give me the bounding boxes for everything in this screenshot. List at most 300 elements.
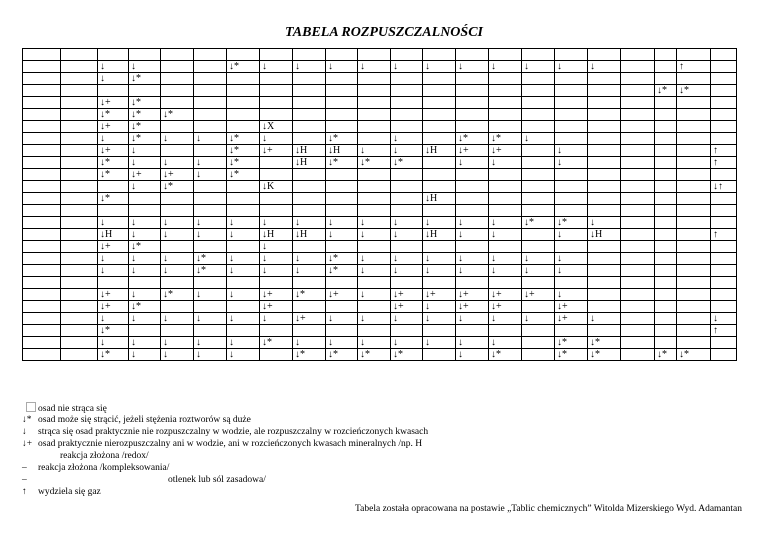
table-cell — [23, 265, 61, 277]
table-cell: ↓ — [129, 289, 161, 301]
table-cell — [358, 85, 391, 97]
table-cell — [23, 325, 61, 337]
table-cell: ↓* — [326, 253, 358, 265]
table-cell — [423, 49, 456, 61]
table-cell — [61, 217, 98, 229]
table-cell — [621, 169, 655, 181]
table-cell — [522, 109, 555, 121]
table-cell: ↓ — [358, 229, 391, 241]
table-cell — [555, 181, 588, 193]
table-cell — [391, 85, 423, 97]
table-cell — [358, 133, 391, 145]
table-cell — [98, 181, 129, 193]
table-cell — [621, 49, 655, 61]
table-cell: ↓ — [98, 73, 129, 85]
table-cell: ↓ — [326, 217, 358, 229]
table-cell: ↓* — [655, 349, 677, 361]
table-cell: ↓ — [391, 145, 423, 157]
table-row — [23, 241, 737, 253]
table-cell — [260, 49, 293, 61]
table-cell: ↓* — [227, 133, 260, 145]
table-cell — [677, 193, 711, 205]
table-cell: ↓* — [98, 109, 129, 121]
table-cell: ↓ — [489, 313, 522, 325]
table-cell — [621, 97, 655, 109]
table-cell: ↓+ — [98, 289, 129, 301]
table-cell — [391, 241, 423, 253]
table-cell — [621, 229, 655, 241]
table-cell — [227, 241, 260, 253]
table-cell — [61, 241, 98, 253]
table-cell — [23, 277, 61, 289]
table-cell — [711, 193, 737, 205]
table-cell — [655, 133, 677, 145]
table-cell — [655, 145, 677, 157]
table-cell: ↓ — [194, 289, 227, 301]
table-cell: ↓ — [358, 289, 391, 301]
table-cell: ↓ — [391, 253, 423, 265]
table-cell — [588, 265, 621, 277]
table-cell: ↓+ — [260, 289, 293, 301]
table-cell: ↓+ — [489, 301, 522, 313]
table-cell: ↓ — [194, 229, 227, 241]
table-cell — [456, 121, 489, 133]
table-cell: ↓* — [161, 181, 194, 193]
table-cell — [489, 97, 522, 109]
table-cell — [588, 181, 621, 193]
table-cell — [326, 181, 358, 193]
table-cell — [621, 253, 655, 265]
table-cell — [391, 205, 423, 217]
table-row — [23, 49, 737, 61]
table-cell: ↓ — [391, 265, 423, 277]
table-cell — [489, 325, 522, 337]
table-cell — [588, 277, 621, 289]
legend-item — [22, 486, 752, 498]
table-cell: ↓ — [456, 253, 489, 265]
table-cell — [161, 97, 194, 109]
table-cell — [655, 193, 677, 205]
table-cell: ↓* — [129, 97, 161, 109]
table-cell — [489, 205, 522, 217]
table-cell — [391, 193, 423, 205]
table-cell: ↓ — [489, 61, 522, 73]
table-cell — [655, 61, 677, 73]
table-cell — [61, 133, 98, 145]
table-cell — [522, 169, 555, 181]
table-cell — [194, 181, 227, 193]
table-cell — [260, 73, 293, 85]
table-cell: ↓ — [98, 337, 129, 349]
table-cell — [358, 205, 391, 217]
table-cell — [227, 181, 260, 193]
table-cell — [555, 169, 588, 181]
table-cell — [61, 277, 98, 289]
table-cell — [711, 73, 737, 85]
table-cell: ↓ — [555, 157, 588, 169]
table-cell — [326, 121, 358, 133]
table-cell — [423, 121, 456, 133]
table-cell — [194, 73, 227, 85]
table-cell: ↓ — [358, 145, 391, 157]
table-cell — [711, 61, 737, 73]
table-cell — [456, 205, 489, 217]
table-cell — [161, 49, 194, 61]
table-cell — [260, 325, 293, 337]
table-cell: ↓ — [423, 253, 456, 265]
table-cell — [391, 73, 423, 85]
table-cell — [194, 193, 227, 205]
table-cell: ↓* — [129, 73, 161, 85]
table-cell: ↓ — [588, 217, 621, 229]
table-cell — [326, 97, 358, 109]
table-row — [23, 61, 737, 73]
table-cell — [23, 97, 61, 109]
table-cell — [655, 241, 677, 253]
table-cell: ↓ — [227, 289, 260, 301]
table-cell — [456, 109, 489, 121]
table-cell — [358, 193, 391, 205]
table-cell: ↓ — [358, 265, 391, 277]
table-cell — [655, 49, 677, 61]
table-cell — [129, 49, 161, 61]
table-cell — [621, 277, 655, 289]
table-cell: ↓* — [326, 265, 358, 277]
table-cell — [621, 73, 655, 85]
table-cell: ↓ — [227, 253, 260, 265]
table-cell — [522, 157, 555, 169]
table-cell: ↓* — [522, 217, 555, 229]
table-cell: ↓ — [588, 313, 621, 325]
table-cell — [23, 49, 61, 61]
table-cell: ↓ — [98, 133, 129, 145]
table-row — [23, 253, 737, 265]
table-cell — [711, 277, 737, 289]
table-cell — [423, 205, 456, 217]
table-cell: ↓+ — [391, 301, 423, 313]
table-cell: ↓H — [588, 229, 621, 241]
table-cell — [588, 73, 621, 85]
legend-item — [22, 402, 752, 414]
table-cell: ↓ — [194, 169, 227, 181]
table-cell — [358, 49, 391, 61]
table-cell: ↓ — [194, 349, 227, 361]
table-cell: ↓* — [555, 217, 588, 229]
table-cell — [227, 97, 260, 109]
table-cell — [423, 109, 456, 121]
table-cell: ↓ — [522, 61, 555, 73]
legend-text: reakcja złożona /kompleksowania/ — [38, 463, 170, 473]
table-cell — [61, 313, 98, 325]
table-cell — [655, 313, 677, 325]
table-row — [23, 193, 737, 205]
table-cell — [423, 97, 456, 109]
table-cell — [621, 289, 655, 301]
legend-item — [22, 462, 752, 474]
table-cell — [621, 301, 655, 313]
table-cell — [588, 49, 621, 61]
table-cell: ↓ — [161, 217, 194, 229]
table-title: TABELA ROZPUSZCZALNOŚCI — [285, 25, 483, 40]
table-cell: ↓* — [98, 169, 129, 181]
table-cell — [588, 109, 621, 121]
table-cell — [711, 109, 737, 121]
legend-symbol: ↑ — [22, 487, 27, 497]
table-cell — [711, 49, 737, 61]
table-cell — [456, 85, 489, 97]
table-cell: ↓* — [293, 289, 326, 301]
table-cell — [655, 157, 677, 169]
table-cell: ↓ — [391, 229, 423, 241]
table-cell: ↓ — [98, 61, 129, 73]
table-cell — [61, 73, 98, 85]
table-cell: ↓* — [358, 349, 391, 361]
table-cell — [260, 277, 293, 289]
table-cell — [621, 121, 655, 133]
table-cell: ↓* — [194, 265, 227, 277]
table-cell — [456, 277, 489, 289]
table-cell: ↓* — [555, 349, 588, 361]
table-row — [23, 133, 737, 145]
table-cell — [677, 253, 711, 265]
table-cell — [326, 169, 358, 181]
table-cell — [621, 325, 655, 337]
table-cell — [711, 289, 737, 301]
table-cell — [555, 205, 588, 217]
table-cell: ↓ — [161, 337, 194, 349]
table-cell — [391, 325, 423, 337]
table-cell — [358, 277, 391, 289]
table-cell: ↓* — [227, 157, 260, 169]
table-cell: ↓ — [260, 61, 293, 73]
legend-symbol: – — [22, 463, 27, 473]
table-row — [23, 289, 737, 301]
table-cell: ↓ — [194, 157, 227, 169]
table-cell: ↓ — [555, 253, 588, 265]
table-cell — [677, 205, 711, 217]
table-cell — [489, 73, 522, 85]
table-cell — [98, 85, 129, 97]
table-cell: ↓ — [391, 133, 423, 145]
table-cell — [326, 325, 358, 337]
table-cell: ↓ — [489, 229, 522, 241]
table-cell: ↓ — [227, 229, 260, 241]
table-cell — [655, 289, 677, 301]
table-cell — [677, 49, 711, 61]
table-cell: ↓+ — [98, 241, 129, 253]
table-cell — [588, 169, 621, 181]
table-cell: ↓ — [555, 145, 588, 157]
table-cell — [677, 97, 711, 109]
table-cell — [129, 85, 161, 97]
table-cell — [227, 193, 260, 205]
table-cell: ↓H — [260, 229, 293, 241]
table-cell: ↓ — [522, 265, 555, 277]
table-cell — [326, 73, 358, 85]
table-cell: ↓ — [161, 265, 194, 277]
table-cell — [522, 145, 555, 157]
table-cell: ↓H — [423, 145, 456, 157]
table-cell — [326, 241, 358, 253]
table-cell — [489, 85, 522, 97]
table-cell — [161, 301, 194, 313]
table-cell — [677, 181, 711, 193]
table-cell — [23, 193, 61, 205]
table-cell — [677, 157, 711, 169]
table-cell — [391, 97, 423, 109]
table-cell: ↓+ — [555, 301, 588, 313]
legend-symbol: ↓* — [22, 415, 32, 425]
table-cell — [677, 289, 711, 301]
table-cell — [555, 49, 588, 61]
table-cell — [555, 109, 588, 121]
table-cell — [358, 241, 391, 253]
table-cell — [227, 205, 260, 217]
table-cell — [621, 133, 655, 145]
table-cell: ↓ — [98, 253, 129, 265]
table-cell: ↓* — [326, 349, 358, 361]
table-cell: ↓ — [358, 253, 391, 265]
table-cell: ↓ — [326, 337, 358, 349]
table-cell: ↓* — [391, 349, 423, 361]
table-cell — [522, 181, 555, 193]
table-cell — [61, 49, 98, 61]
table-cell: ↓ — [129, 217, 161, 229]
table-cell: ↓ — [129, 157, 161, 169]
legend-text: osad może się strącić, jeżeli stężenia roztworów są duże — [38, 415, 251, 425]
table-cell — [358, 109, 391, 121]
table-cell: ↓* — [677, 85, 711, 97]
table-cell: ↓* — [456, 133, 489, 145]
table-cell — [522, 241, 555, 253]
table-cell — [711, 85, 737, 97]
table-cell: ↓+ — [456, 145, 489, 157]
legend-text: osad nie strąca się — [38, 404, 107, 414]
legend-symbol: ↓ — [22, 427, 27, 437]
table-cell: ↓ — [423, 217, 456, 229]
table-cell — [621, 337, 655, 349]
table-cell — [423, 73, 456, 85]
table-cell: ↓ — [227, 349, 260, 361]
table-cell — [293, 301, 326, 313]
table-cell: ↓ — [260, 217, 293, 229]
table-cell — [194, 325, 227, 337]
table-cell — [588, 253, 621, 265]
table-row — [23, 349, 737, 361]
table-cell — [391, 169, 423, 181]
table-cell: ↓ — [227, 337, 260, 349]
table-row — [23, 337, 737, 349]
table-row — [23, 121, 737, 133]
table-cell: ↓ — [98, 265, 129, 277]
table-cell — [227, 121, 260, 133]
table-cell: ↓ — [522, 313, 555, 325]
table-cell — [391, 49, 423, 61]
table-cell — [23, 85, 61, 97]
table-cell: ↓ — [129, 265, 161, 277]
table-cell — [293, 133, 326, 145]
table-cell: ↓+ — [260, 301, 293, 313]
table-cell — [423, 85, 456, 97]
table-cell — [194, 121, 227, 133]
table-cell — [621, 157, 655, 169]
table-cell: ↓ — [293, 61, 326, 73]
legend-text: wydziela się gaz — [38, 487, 101, 497]
table-cell: ↓↑ — [711, 181, 737, 193]
table-row — [23, 157, 737, 169]
table-cell — [61, 97, 98, 109]
table-cell — [423, 169, 456, 181]
table-cell — [621, 265, 655, 277]
table-cell: ↓* — [227, 61, 260, 73]
table-cell — [621, 181, 655, 193]
table-cell — [260, 193, 293, 205]
table-cell: ↓* — [227, 145, 260, 157]
table-cell — [326, 205, 358, 217]
table-cell: ↓ — [391, 337, 423, 349]
table-cell — [23, 181, 61, 193]
table-cell — [489, 277, 522, 289]
table-cell — [260, 85, 293, 97]
table-cell — [655, 181, 677, 193]
solubility-table — [22, 48, 737, 361]
table-cell: ↓* — [588, 349, 621, 361]
table-cell — [522, 277, 555, 289]
table-cell — [293, 73, 326, 85]
table-cell — [677, 217, 711, 229]
table-cell — [326, 49, 358, 61]
table-cell: ↑ — [711, 229, 737, 241]
table-cell — [456, 325, 489, 337]
table-cell — [61, 337, 98, 349]
table-cell: ↓H — [423, 229, 456, 241]
table-cell — [61, 253, 98, 265]
table-cell — [260, 109, 293, 121]
table-cell — [655, 229, 677, 241]
table-cell: ↓ — [489, 253, 522, 265]
table-cell — [61, 205, 98, 217]
table-cell: ↓+ — [555, 313, 588, 325]
table-cell — [621, 241, 655, 253]
table-cell — [677, 265, 711, 277]
table-cell — [588, 289, 621, 301]
table-cell — [293, 277, 326, 289]
table-cell — [391, 181, 423, 193]
table-cell: ↓ — [260, 241, 293, 253]
table-cell — [98, 277, 129, 289]
table-cell — [677, 229, 711, 241]
table-cell — [456, 73, 489, 85]
table-cell: ↓+ — [489, 289, 522, 301]
table-cell — [293, 121, 326, 133]
table-cell — [456, 193, 489, 205]
table-cell — [161, 241, 194, 253]
table-cell — [358, 325, 391, 337]
table-cell: ↓ — [326, 61, 358, 73]
table-cell: ↑ — [711, 325, 737, 337]
table-cell — [293, 169, 326, 181]
table-cell — [23, 217, 61, 229]
table-cell: ↓ — [489, 217, 522, 229]
table-cell: ↓* — [98, 193, 129, 205]
table-cell: ↓ — [194, 337, 227, 349]
table-cell — [655, 97, 677, 109]
table-cell: ↓ — [456, 157, 489, 169]
table-cell: ↓H — [326, 145, 358, 157]
table-cell — [61, 349, 98, 361]
table-cell: ↓ — [522, 133, 555, 145]
table-cell: ↓H — [293, 157, 326, 169]
